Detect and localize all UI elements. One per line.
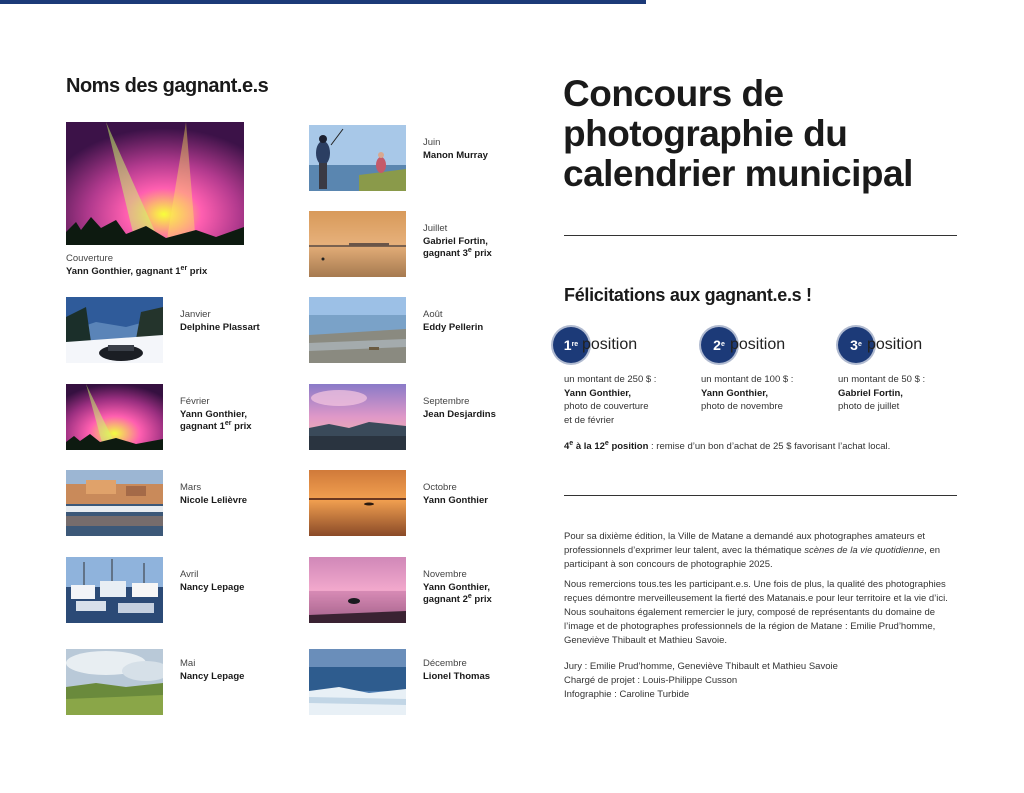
- top-accent-bar: [0, 0, 646, 4]
- prize-3-detail-1: photo de juillet: [838, 401, 900, 412]
- photo-juin-fishing: [309, 125, 406, 191]
- caption-couverture: [66, 253, 207, 278]
- position-2: [701, 327, 841, 365]
- prize-1-detail-1: photo de couverture: [564, 401, 649, 412]
- caption-fevrier: [180, 396, 252, 434]
- winner-janvier: Delphine Plassart: [180, 321, 260, 333]
- prize-3: [838, 373, 968, 414]
- month-avril: Avril: [180, 569, 199, 580]
- month-decembre: Décembre: [423, 658, 467, 669]
- month-novembre: Novembre: [423, 569, 467, 580]
- photo-mars-harbour: [66, 470, 163, 536]
- prize-novembre: gagnant 2e prix: [423, 592, 492, 605]
- caption-decembre: [423, 658, 490, 683]
- winner-decembre: Lionel Thomas: [423, 670, 491, 682]
- winner-aout: Eddy Pellerin: [423, 321, 484, 333]
- position-3: [838, 327, 978, 365]
- photo-juillet-beach: [309, 211, 406, 277]
- photo-aout-shore: [309, 297, 406, 363]
- credits: [564, 660, 838, 702]
- credit-infographie: Infographie : Caroline Turbide: [564, 689, 690, 700]
- caption-mai: [180, 658, 244, 683]
- position-1-label: position: [582, 336, 638, 353]
- photo-couverture-aurora: [66, 122, 244, 245]
- cover-winner: Yann Gonthier, gagnant 1er prix: [66, 264, 208, 277]
- winner-mars: Nicole Lelièvre: [180, 494, 248, 506]
- photo-octobre-orange-sea: [309, 470, 406, 536]
- other-positions-note: 4e à la 12e position : remise d’un bon d’achat de 25 $ favorisant l’achat local.: [564, 439, 891, 452]
- caption-juin: [423, 137, 488, 162]
- photo-janvier-snowmobile: [66, 297, 163, 363]
- divider-top: [564, 235, 957, 236]
- prize-1-detail-2: et de février: [564, 414, 615, 426]
- prize-1: [564, 373, 694, 427]
- month-janvier: Janvier: [180, 309, 211, 320]
- caption-aout: [423, 309, 483, 334]
- photo-novembre-pink-sea: [309, 557, 406, 623]
- position-2-label: position: [730, 336, 786, 353]
- position-3-label: position: [867, 336, 923, 353]
- winner-octobre: Yann Gonthier: [423, 494, 488, 506]
- prize-fevrier: gagnant 1er prix: [180, 419, 252, 432]
- photo-mai-field: [66, 649, 163, 715]
- photo-decembre-winter-sea: [309, 649, 406, 715]
- month-mai: Mai: [180, 658, 196, 669]
- prize-juillet: gagnant 3e prix: [423, 246, 492, 259]
- prize-2-detail-1: photo de novembre: [701, 401, 783, 412]
- prize-3-winner: Gabriel Fortin,: [838, 387, 903, 399]
- month-mars: Mars: [180, 482, 202, 493]
- prize-3-amount: un montant de 50 $ :: [838, 374, 926, 385]
- photo-avril-boats: [66, 557, 163, 623]
- winner-novembre: Yann Gonthier,: [423, 581, 491, 593]
- month-aout: Août: [423, 309, 443, 320]
- caption-novembre: [423, 569, 492, 607]
- winner-mai: Nancy Lepage: [180, 670, 245, 682]
- prize-2-winner: Yann Gonthier,: [701, 387, 769, 399]
- main-title: Concours de photographie du calendrier municipal: [563, 73, 913, 194]
- caption-septembre: [423, 396, 496, 421]
- congrats-heading: Félicitations aux gagnant.e.s !: [564, 285, 812, 305]
- prize-2-amount: un montant de 100 $ :: [701, 374, 794, 385]
- winner-juillet: Gabriel Fortin,: [423, 235, 488, 247]
- caption-octobre: [423, 482, 488, 507]
- prize-2: [701, 373, 831, 414]
- divider-bottom: [564, 495, 957, 496]
- prize-1-winner: Yann Gonthier,: [564, 387, 632, 399]
- section-title: Noms des gagnant.e.s: [66, 75, 269, 97]
- badge-1st: 1 re: [553, 327, 589, 363]
- winner-juin: Manon Murray: [423, 149, 488, 161]
- photo-septembre-sunset-town: [309, 384, 406, 450]
- month-juillet: Juillet: [423, 223, 448, 234]
- winner-avril: Nancy Lepage: [180, 581, 245, 593]
- badge-3rd: 3 e: [838, 327, 874, 363]
- winner-fevrier: Yann Gonthier,: [180, 408, 248, 420]
- credit-jury: Jury : Emilie Prud’homme, Geneviève Thibault et Mathieu Savoie: [564, 661, 838, 672]
- photo-fevrier-aurora: [66, 384, 163, 450]
- caption-janvier: [180, 309, 260, 334]
- cover-label: Couverture: [66, 253, 113, 264]
- month-juin: Juin: [423, 137, 441, 148]
- thanks-paragraph: Nous remercions tous.tes les participant.e.s. Une fois de plus, la qualité des photographies reçues démontre merveilleusement la fierté des Matanais.e pour leur territoire et la vie d’ici. Nous souhaitons également remercier le jury, composé de représentants du domaine de l’image et de photographes professionnels de la région de Matane : Emilie Prud’homme, Geneviève Thibault et Mathieu Savoie.: [564, 579, 948, 646]
- credit-project: Chargé de projet : Louis-Philippe Cusson: [564, 675, 738, 686]
- month-fevrier: Février: [180, 396, 210, 407]
- position-1: [553, 327, 693, 365]
- caption-avril: [180, 569, 244, 594]
- winner-septembre: Jean Desjardins: [423, 408, 496, 420]
- month-septembre: Septembre: [423, 396, 470, 407]
- intro-paragraph: Pour sa dixième édition, la Ville de Matane a demandé aux photographes amateurs et professionnels d’exprimer leur talent, avec la thématique scènes de la vie quotidienne, en participant à son concours de photographie 2025.: [564, 531, 941, 570]
- prize-1-amount: un montant de 250 $ :: [564, 374, 657, 385]
- caption-juillet: [423, 223, 492, 261]
- month-octobre: Octobre: [423, 482, 457, 493]
- caption-mars: [180, 482, 247, 507]
- badge-2nd: 2 e: [701, 327, 737, 363]
